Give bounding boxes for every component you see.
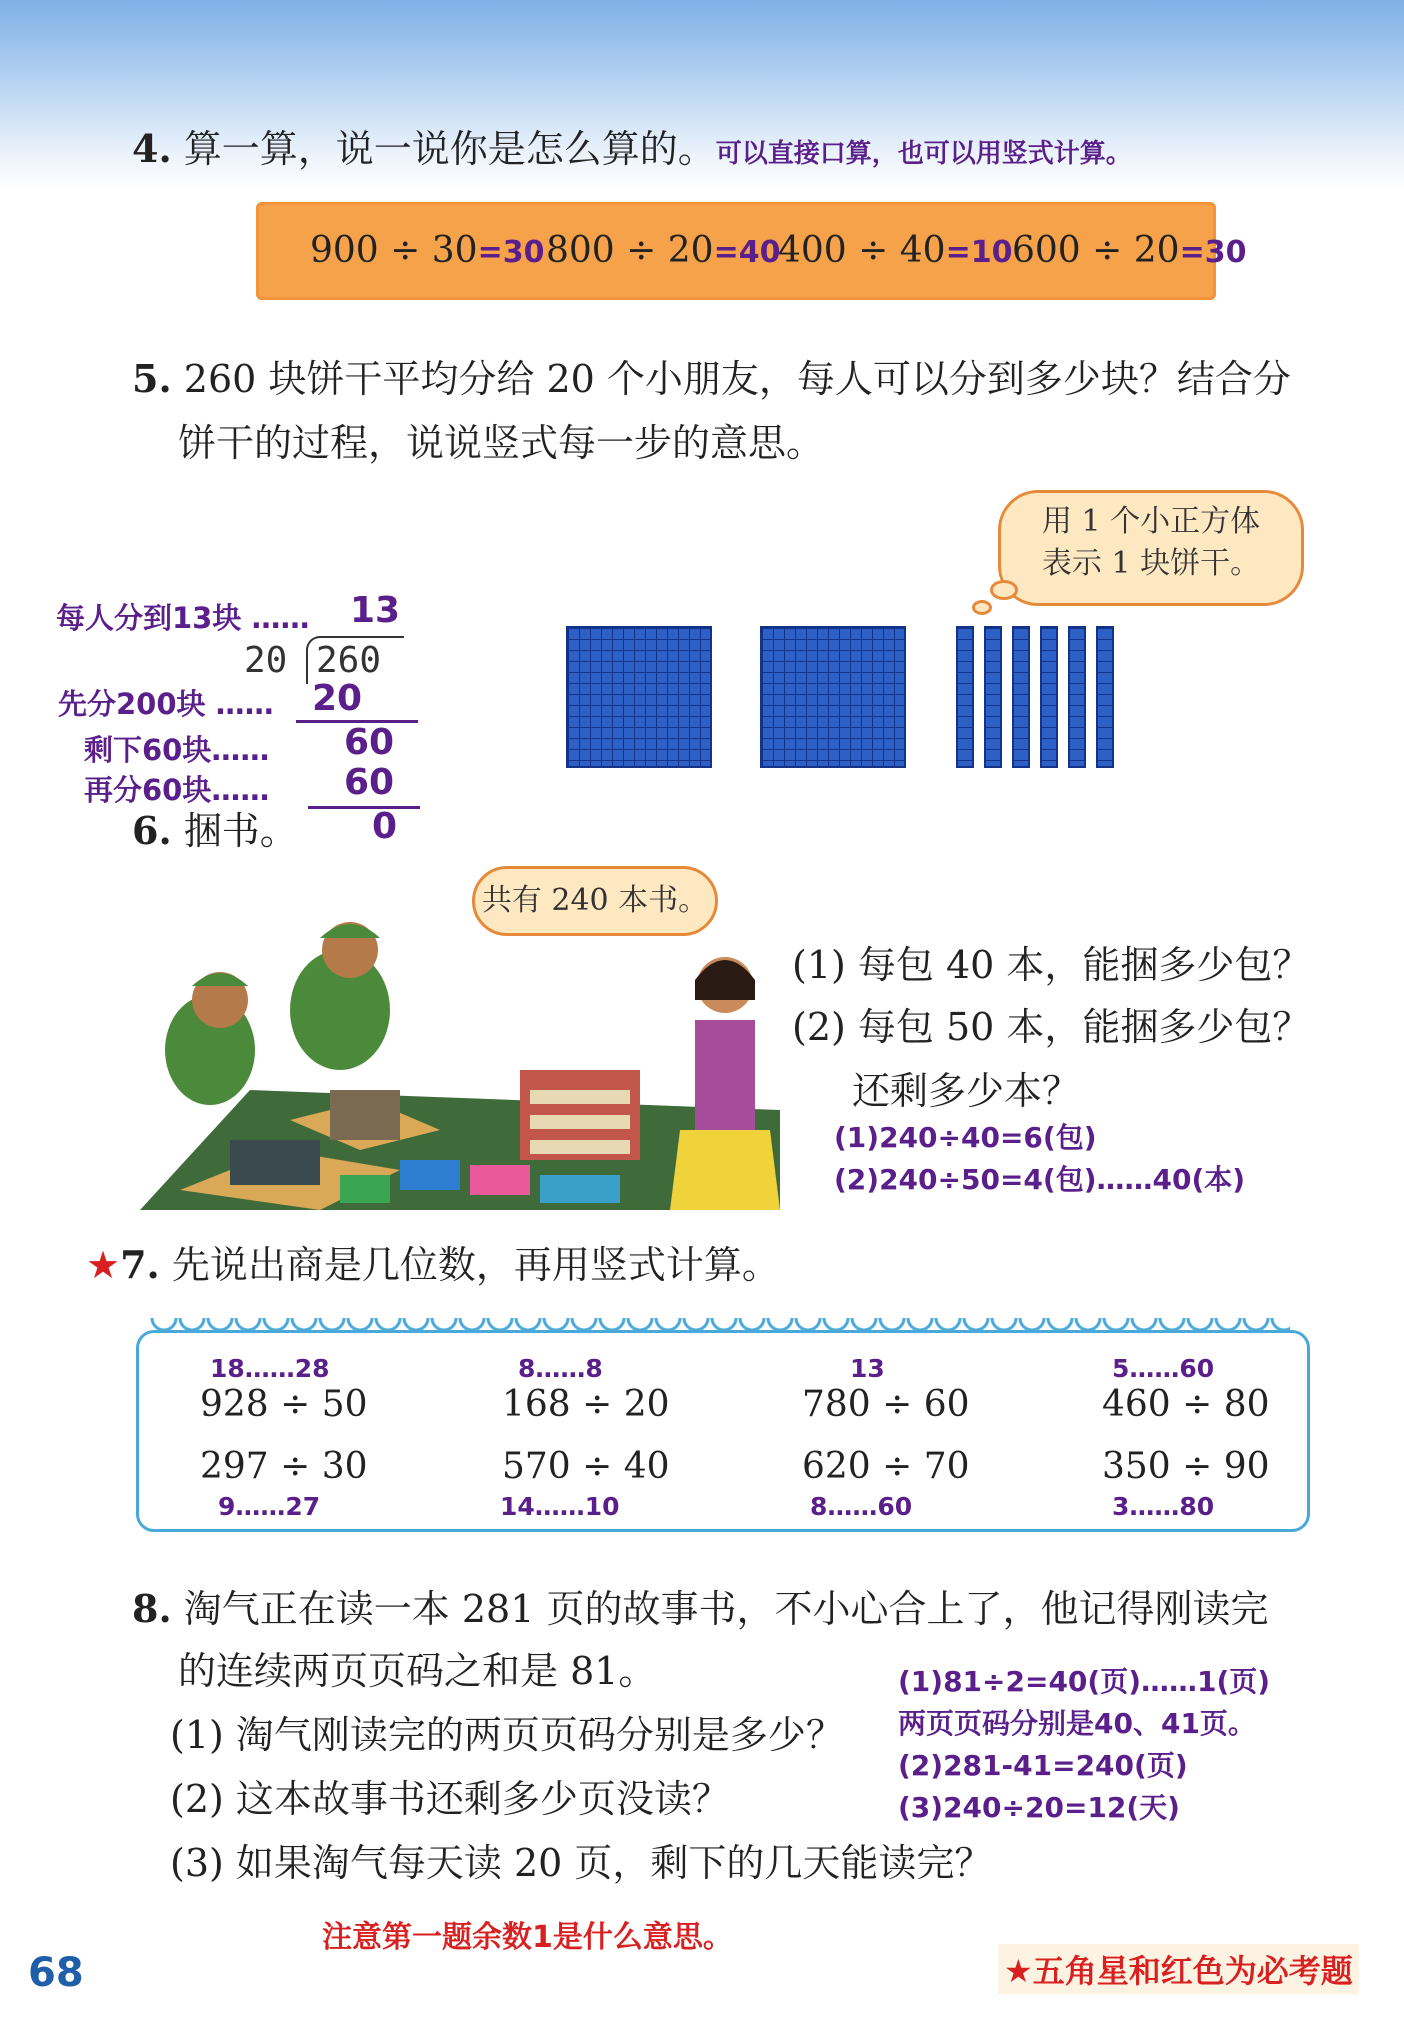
q4-answer: =30 [477,235,545,270]
q7-expr: 460 ÷ 80 [1102,1384,1270,1425]
q8-answer: 两页页码分别是40、41页。 [898,1707,1256,1740]
q8-answer: (3)240÷20=12(天) [898,1791,1180,1824]
q7-answer-top: 5……60 [1112,1354,1215,1383]
q7-expr: 928 ÷ 50 [200,1384,368,1425]
q7-number: 7. [120,1242,160,1287]
q5-text-line2: 饼干的过程，说说竖式每一步的意思。 [178,421,825,465]
q6-sub2: (2) 每包 50 本，能捆多少包？ [792,1005,1311,1049]
book-bundling-illustration [140,890,780,1210]
ld-step3: 60 [344,762,395,803]
hundred-block [760,626,906,768]
ten-rod [956,626,974,768]
q8-line1 [132,1580,1268,1638]
q5-text-line1: 260 块饼干平均分给 20 个小朋友，每人可以分到多少块？结合分 [183,357,1291,401]
q8-sub2: (2) 这本故事书还剩多少页没读？ [170,1777,730,1821]
q8-answer: (1)81÷2=40(页)……1(页) [898,1665,1271,1698]
q8-text-line1: 淘气正在读一本 281 页的故事书，不小心合上了，他记得刚读完 [183,1587,1269,1631]
ld-label-step3: 再分60块…… [84,773,270,807]
q4-expr: 900 ÷ 30 [310,230,478,271]
q8-answer: (2)281-41=240(页) [898,1749,1188,1782]
q4-answer: =10 [945,235,1013,270]
q7-heading [86,1236,780,1294]
q4-equation-band [256,202,1247,300]
ld-divisor: 20 [244,640,288,681]
ten-rod [1096,626,1114,768]
q4-expr: 800 ÷ 20 [546,230,714,271]
q7-expr: 620 ÷ 70 [802,1446,970,1487]
ld-label-quotient: 每人分到13块 …… [56,601,310,635]
q7-expr: 780 ÷ 60 [802,1384,970,1425]
ld-label-step2: 剩下60块…… [84,733,270,767]
ten-rod [1040,626,1058,768]
q7-expr: 570 ÷ 40 [502,1446,670,1487]
q4-equation [778,202,1012,300]
q7-answer-bottom: 14……10 [500,1492,620,1521]
footer-legend: ★五角星和红色为必考题 [998,1944,1359,1994]
q7-scallop-border [150,1318,1290,1342]
ten-rod [1012,626,1030,768]
q7-expr: 168 ÷ 20 [502,1384,670,1425]
q4-expr: 600 ÷ 20 [1012,230,1180,271]
q8-text-line2: 的连续两页页码之和是 81。 [178,1649,657,1693]
q6-answer1: (1)240÷40=6(包) [834,1121,1097,1154]
q4-equation [1012,202,1246,300]
bubble-line: 表示 1 块饼干。 [1041,546,1261,581]
q7-answer-bottom: 8……60 [810,1492,913,1521]
q7-answer-top: 8……8 [518,1354,603,1383]
q7-answer-bottom: 3……80 [1112,1492,1215,1521]
q4-hint: 可以直接口算，也可以用竖式计算。 [715,139,1132,169]
ld-quotient: 13 [350,590,401,631]
q4-number: 4. [132,126,172,171]
q4-answer: =40 [713,235,781,270]
q7-text: 先说出商是几位数，再用竖式计算。 [171,1243,780,1287]
required-star-icon: ★ [86,1243,121,1287]
q4-heading [132,120,1132,183]
bubble-tail-dot [990,580,1018,600]
q6-number: 6. [132,808,172,853]
q6-speech-bubble: 共有 240 本书。 [472,866,718,936]
q7-expr: 350 ÷ 90 [1102,1446,1270,1487]
q4-text: 算一算，说一说你是怎么算的。 [183,127,716,171]
q4-answer: =30 [1179,235,1247,270]
q6-sub2b: 还剩多少本？ [852,1069,1081,1113]
q8-sub1: (1) 淘气刚读完的两页页码分别是多少？ [170,1713,844,1757]
q6-sub1: (1) 每包 40 本，能捆多少包？ [792,943,1311,987]
bubble-line: 用 1 个小正方体 [1041,504,1261,539]
footer-note: 注意第一题余数1是什么意思。 [322,1920,733,1955]
q6-text: 捆书。 [183,809,298,853]
ld-step1: 20 [312,678,363,719]
ld-rule [308,806,420,809]
hundred-block [566,626,712,768]
q5-thought-bubble [998,490,1304,606]
ten-rod [984,626,1002,768]
q4-expr: 400 ÷ 40 [778,230,946,271]
q7-expr: 297 ÷ 30 [200,1446,368,1487]
bubble-tail-dot [972,600,992,615]
ld-label-step1: 先分200块 …… [58,687,274,721]
ld-remainder: 0 [372,806,398,847]
illustration-svg [140,890,780,1210]
q4-equation [546,202,780,300]
q5-number: 5. [132,356,172,401]
q8-number: 8. [132,1586,172,1631]
q6-answer2: (2)240÷50=4(包)……40(本) [834,1163,1246,1196]
q7-answer-bottom: 9……27 [218,1492,321,1521]
q7-answer-top: 13 [850,1354,885,1383]
q7-answer-top: 18……28 [210,1354,330,1383]
q8-sub3: (3) 如果淘气每天读 20 页，剩下的几天能读完？ [170,1841,993,1885]
ld-step2: 60 [344,722,395,763]
q6-heading [132,802,298,860]
ten-rod [1068,626,1086,768]
page-number: 68 [28,1950,84,1996]
q4-equation [310,202,544,300]
q5-line1 [132,350,1291,408]
ld-dividend: 260 [316,640,382,681]
